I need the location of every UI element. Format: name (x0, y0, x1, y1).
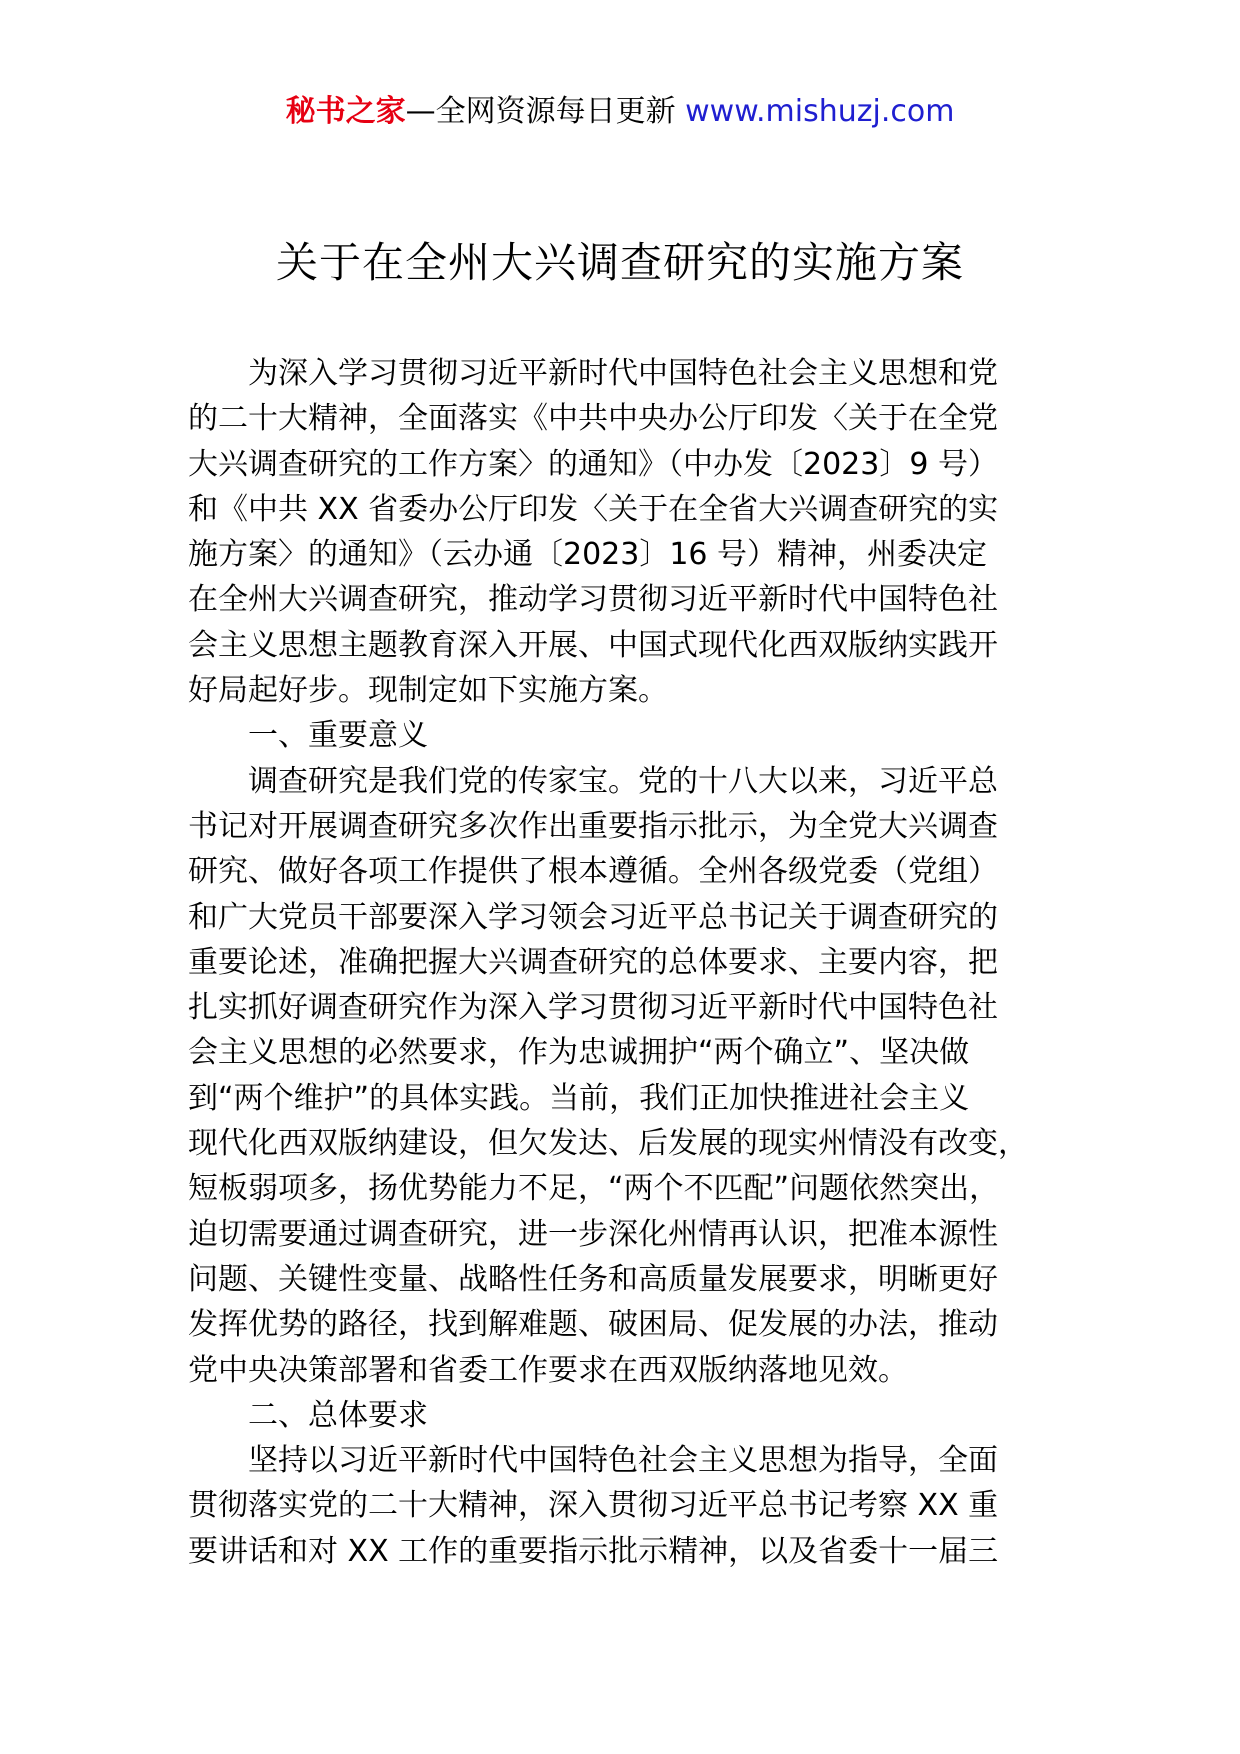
body-line: 发挥优势的路径，找到解难题、破困局、促发展的办法，推动 (188, 1307, 998, 1343)
site-brand: 秘书之家 (285, 94, 406, 129)
body-line: 扎实抓好调查研究作为深入学习贯彻习近平新时代中国特色社 (188, 990, 998, 1026)
site-header (0, 92, 1240, 132)
body-line: 二、总体要求 (188, 1397, 428, 1433)
body-line: 书记对开展调查研究多次作出重要指示批示，为全党大兴调查 (188, 808, 998, 844)
document-title: 关于在全州大兴调查研究的实施方案 (275, 238, 964, 287)
site-url-link[interactable]: www.mishuzj.com (685, 94, 955, 129)
body-line: 会主义思想的必然要求，作为忠诚拥护“两个确立”、坚决做 (188, 1035, 970, 1071)
body-line: 施方案〉的通知》（云办通〔2023〕16 号）精神，州委决定 (188, 537, 988, 573)
body-line: 短板弱项多，扬优势能力不足，“两个不匹配”问题依然突出， (188, 1171, 1000, 1207)
body-line: 要讲话和对 XX 工作的重要指示批示精神，以及省委十一届三 (188, 1533, 999, 1569)
body-line: 党中央决策部署和省委工作要求在西双版纳落地见效。 (188, 1352, 908, 1388)
body-line: 大兴调查研究的工作方案〉的通知》（中办发〔2023〕9 号） (188, 446, 998, 482)
body-line: 和广大党员干部要深入学习领会习近平总书记关于调查研究的 (188, 899, 998, 935)
body-line: 坚持以习近平新时代中国特色社会主义思想为指导，全面 (188, 1443, 998, 1479)
body-line: 好局起好步。现制定如下实施方案。 (188, 673, 668, 709)
body-line: 问题、关键性变量、战略性任务和高质量发展要求，明晰更好 (188, 1261, 998, 1297)
site-tagline: —全网资源每日更新 (405, 94, 676, 129)
body-line: 会主义思想主题教育深入开展、中国式现代化西双版纳实践开 (188, 627, 998, 663)
body-line: 重要论述，准确把握大兴调查研究的总体要求、主要内容，把 (188, 944, 998, 980)
body-line: 的二十大精神，全面落实《中共中央办公厅印发〈关于在全党 (188, 401, 998, 437)
body-line: 和《中共 XX 省委办公厅印发〈关于在全省大兴调查研究的实 (188, 491, 999, 527)
body-line: 贯彻落实党的二十大精神，深入贯彻习近平总书记考察 XX 重 (188, 1488, 999, 1524)
body-line: 在全州大兴调查研究，推动学习贯彻习近平新时代中国特色社 (188, 582, 998, 618)
body-line: 为深入学习贯彻习近平新时代中国特色社会主义思想和党 (188, 356, 998, 391)
document-body (188, 351, 1054, 1574)
body-line: 到“两个维护”的具体实践。当前，我们正加快推进社会主义 (188, 1080, 970, 1116)
body-line: 研究、做好各项工作提供了根本遵循。全州各级党委（党组） (188, 854, 998, 890)
body-line: 调查研究是我们党的传家宝。党的十八大以来，习近平总 (188, 763, 998, 799)
body-line: 一、重要意义 (188, 718, 428, 754)
body-line: 迫切需要通过调查研究，进一步深化州情再认识，把准本源性 (188, 1216, 998, 1252)
body-line: 现代化西双版纳建设，但欠发达、后发展的现实州情没有改变， (188, 1126, 1028, 1162)
